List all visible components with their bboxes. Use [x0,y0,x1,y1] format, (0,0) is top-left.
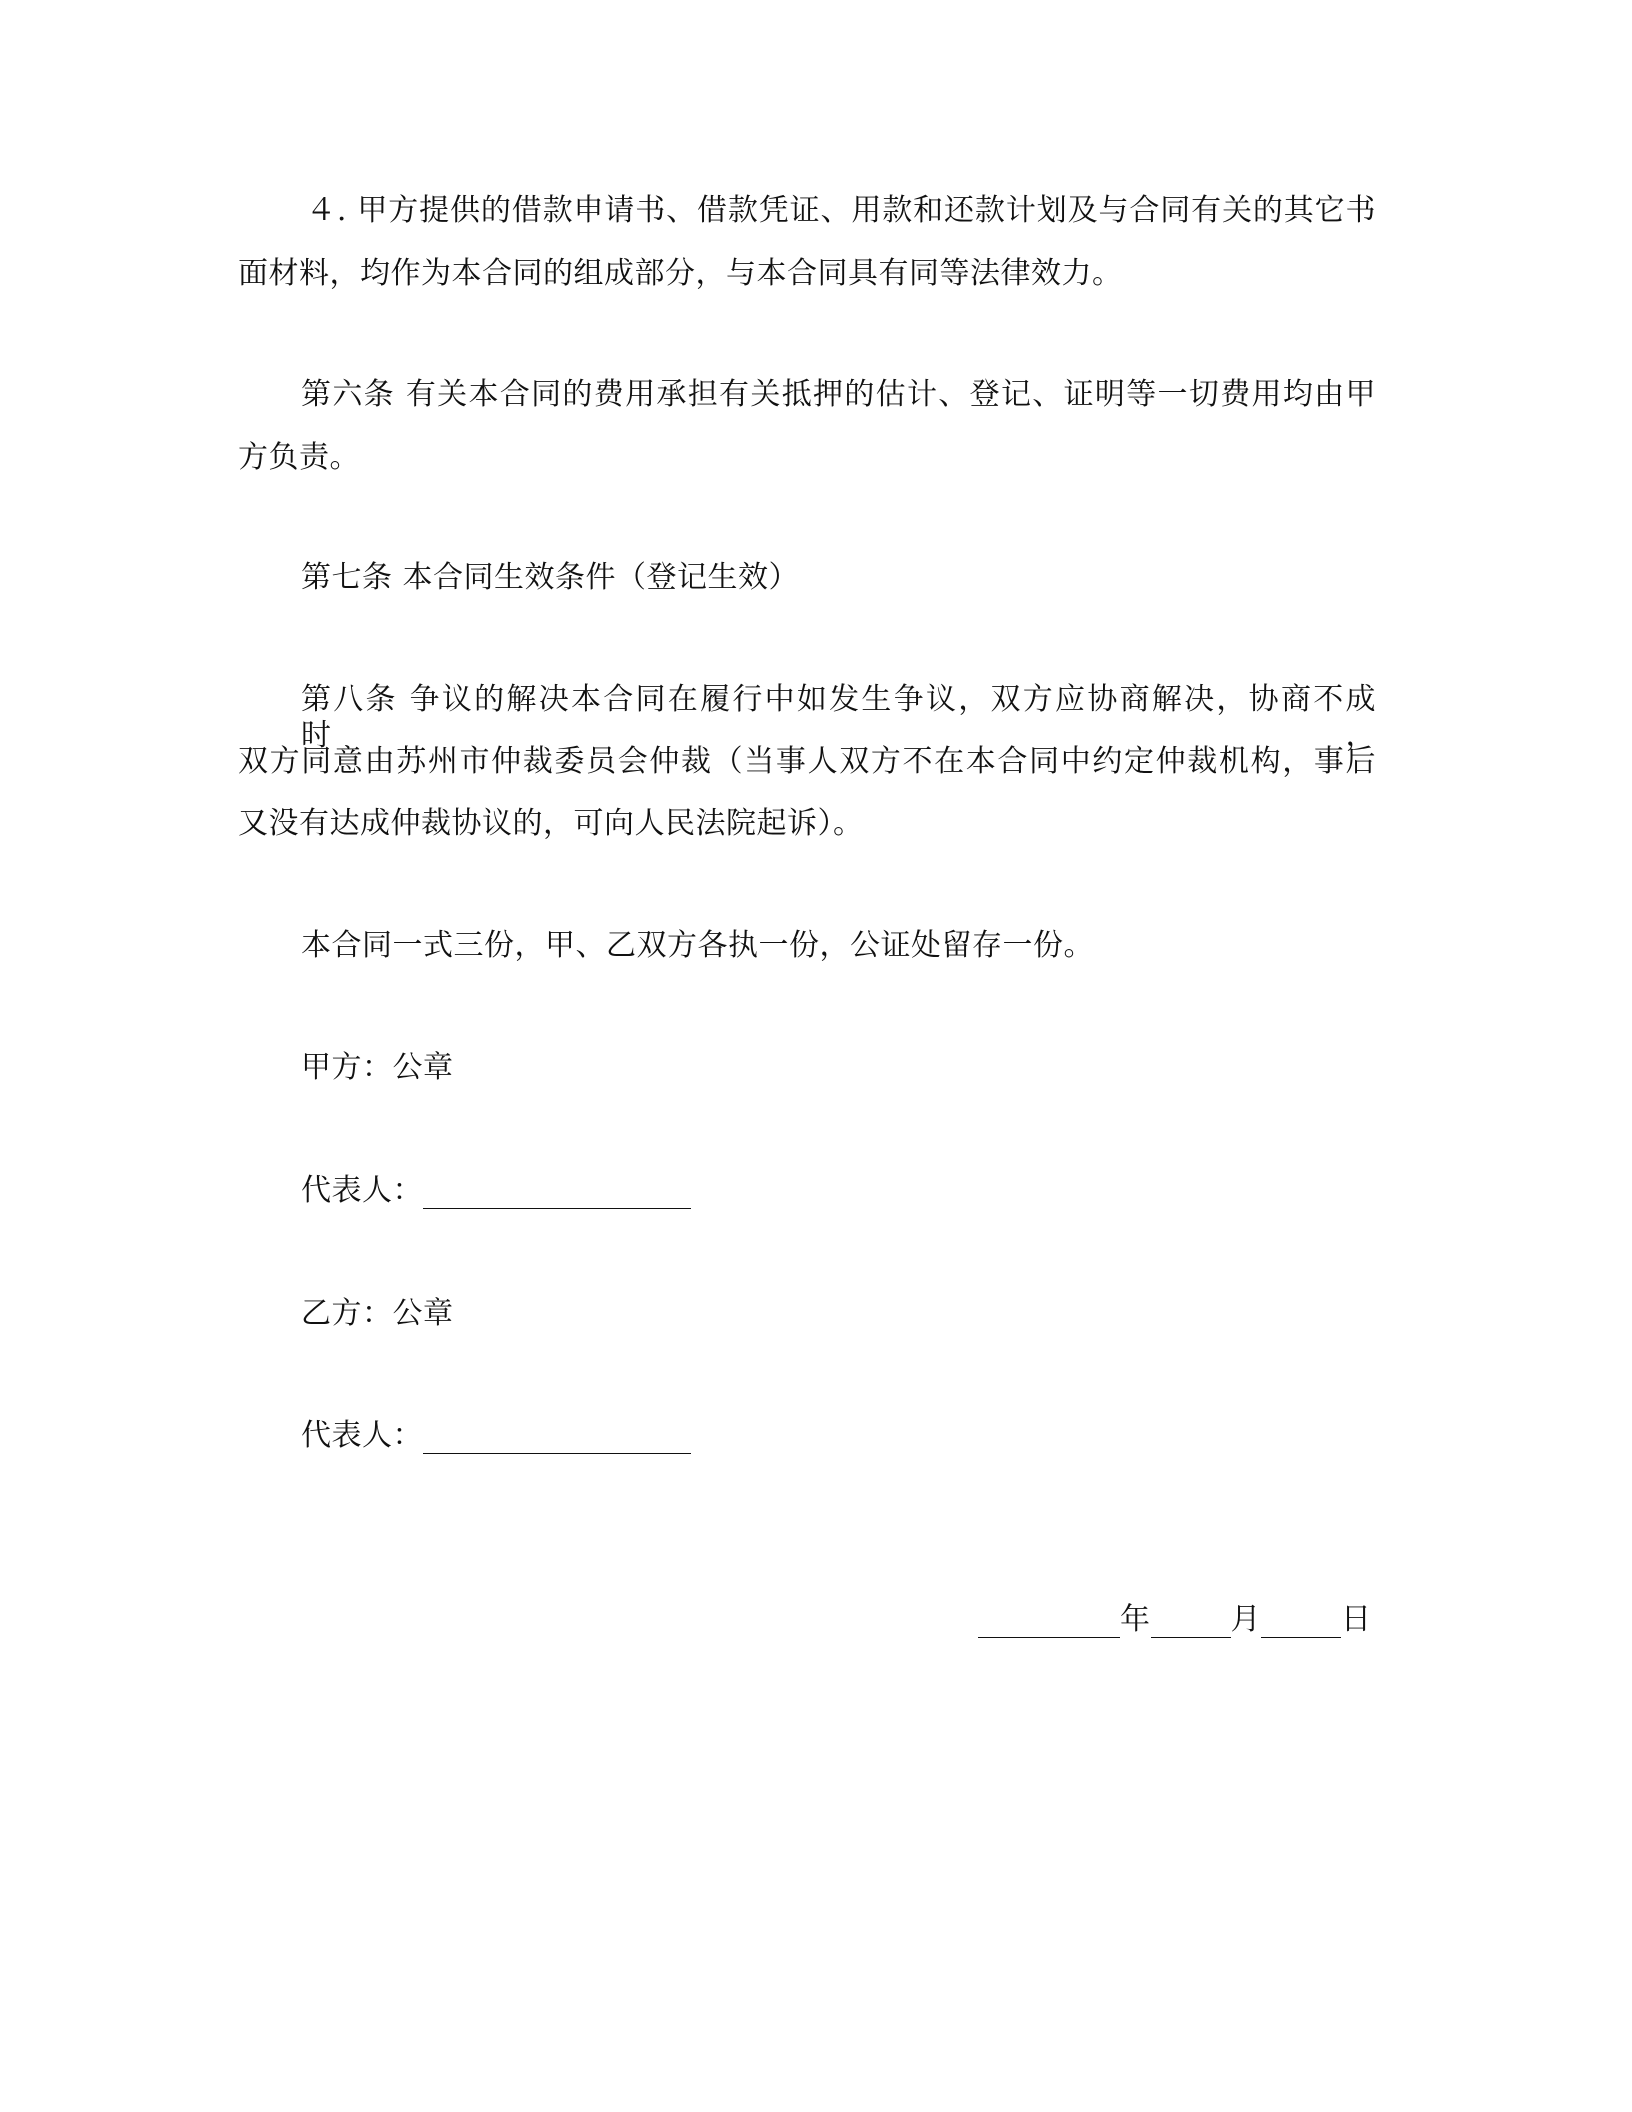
para4-line1: ４. 甲方提供的借款申请书、借款凭证、用款和还款计划及与合同有关的其它书 [306,193,1376,228]
date-year-label: 年 [1120,1602,1151,1637]
article8-line1: 第八条 争议的解决本合同在履行中如发生争议，双方应协商解决，协商不成时， [301,682,1376,753]
party-b-representative [301,1418,691,1454]
party-b-representative-label: 代表人： [301,1418,423,1453]
date-day-blank[interactable] [1261,1605,1341,1638]
article7-line1: 第七条 本合同生效条件（登记生效） [301,560,800,595]
date-year-blank[interactable] [978,1605,1120,1638]
signing-date [978,1602,1372,1638]
article8-line2: 双方同意由苏州市仲裁委员会仲裁（当事人双方不在本合同中约定仲裁机构，事后 [238,744,1376,779]
copies-statement: 本合同一式三份，甲、乙双方各执一份，公证处留存一份。 [301,928,1094,963]
article8-line3: 又没有达成仲裁协议的，可向人民法院起诉）。 [238,806,864,841]
party-b-representative-blank[interactable] [423,1421,691,1454]
party-b-label: 乙方：公章 [301,1296,454,1331]
date-month-blank[interactable] [1151,1605,1231,1638]
date-month-label: 月 [1230,1602,1261,1637]
party-a-representative [301,1173,691,1209]
party-a-label: 甲方：公章 [301,1050,454,1085]
date-day-label: 日 [1341,1602,1372,1637]
para4-line2: 面材料，均作为本合同的组成部分，与本合同具有同等法律效力。 [238,256,1123,291]
party-a-representative-blank[interactable] [423,1176,691,1209]
article6-line1: 第六条 有关本合同的费用承担有关抵押的估计、登记、证明等一切费用均由甲 [301,377,1376,412]
article6-line2: 方负责。 [238,440,360,475]
party-a-representative-label: 代表人： [301,1173,423,1208]
